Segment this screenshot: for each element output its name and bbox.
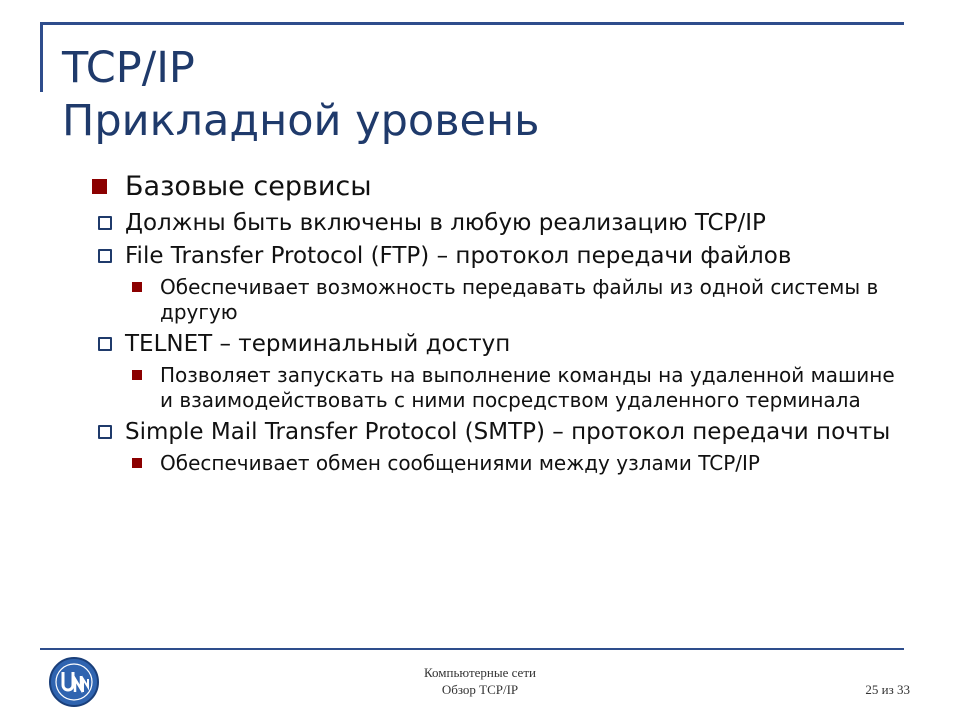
footer-course: Компьютерные сети	[424, 665, 536, 680]
item-text: Simple Mail Transfer Protocol (SMTP) – протокол передачи почты	[125, 419, 891, 445]
item-text: TELNET – терминальный доступ	[125, 331, 511, 357]
page-number: 25 из 33	[865, 682, 910, 697]
list-item	[98, 418, 902, 447]
slide-content	[92, 170, 902, 481]
square-bullet-icon	[132, 370, 142, 380]
sub-item-text: Позволяет запускать на выполнение команды на удаленной машине и взаимодействовать с ними посредством удаленного терминала	[160, 363, 895, 412]
sub-list-item	[132, 451, 902, 476]
title-line-1: TCP/IP	[62, 43, 195, 93]
frame-top-line	[40, 22, 904, 25]
sub-list-item	[132, 363, 902, 413]
sub-list-item	[132, 275, 902, 325]
item-text: Должны быть включены в любую реализацию TCP/IP	[125, 210, 766, 236]
footer	[380, 664, 580, 698]
checkbox-bullet-icon	[98, 249, 112, 263]
checkbox-bullet-icon	[98, 337, 112, 351]
university-logo-icon	[48, 656, 100, 708]
frame-left-line	[40, 22, 43, 92]
title-line-2: Прикладной уровень	[62, 96, 540, 146]
list-item	[98, 330, 902, 359]
square-bullet-icon	[132, 458, 142, 468]
item-text: File Transfer Protocol (FTP) – протокол передачи файлов	[125, 243, 792, 269]
frame-bottom-line	[40, 648, 904, 650]
sub-item-text: Обеспечивает возможность передавать файлы из одной системы в другую	[160, 275, 879, 324]
square-bullet-icon	[132, 282, 142, 292]
list-item	[98, 209, 902, 238]
sub-item-text: Обеспечивает обмен сообщениями между узлами TCP/IP	[160, 451, 760, 475]
bullet-heading: Базовые сервисы	[125, 171, 372, 202]
checkbox-bullet-icon	[98, 216, 112, 230]
list-item	[98, 242, 902, 271]
slide-title	[62, 42, 539, 148]
footer-topic: Обзор TCP/IP	[441, 682, 519, 697]
square-bullet-icon	[92, 179, 107, 194]
bullet-level1	[92, 170, 902, 203]
checkbox-bullet-icon	[98, 425, 112, 439]
